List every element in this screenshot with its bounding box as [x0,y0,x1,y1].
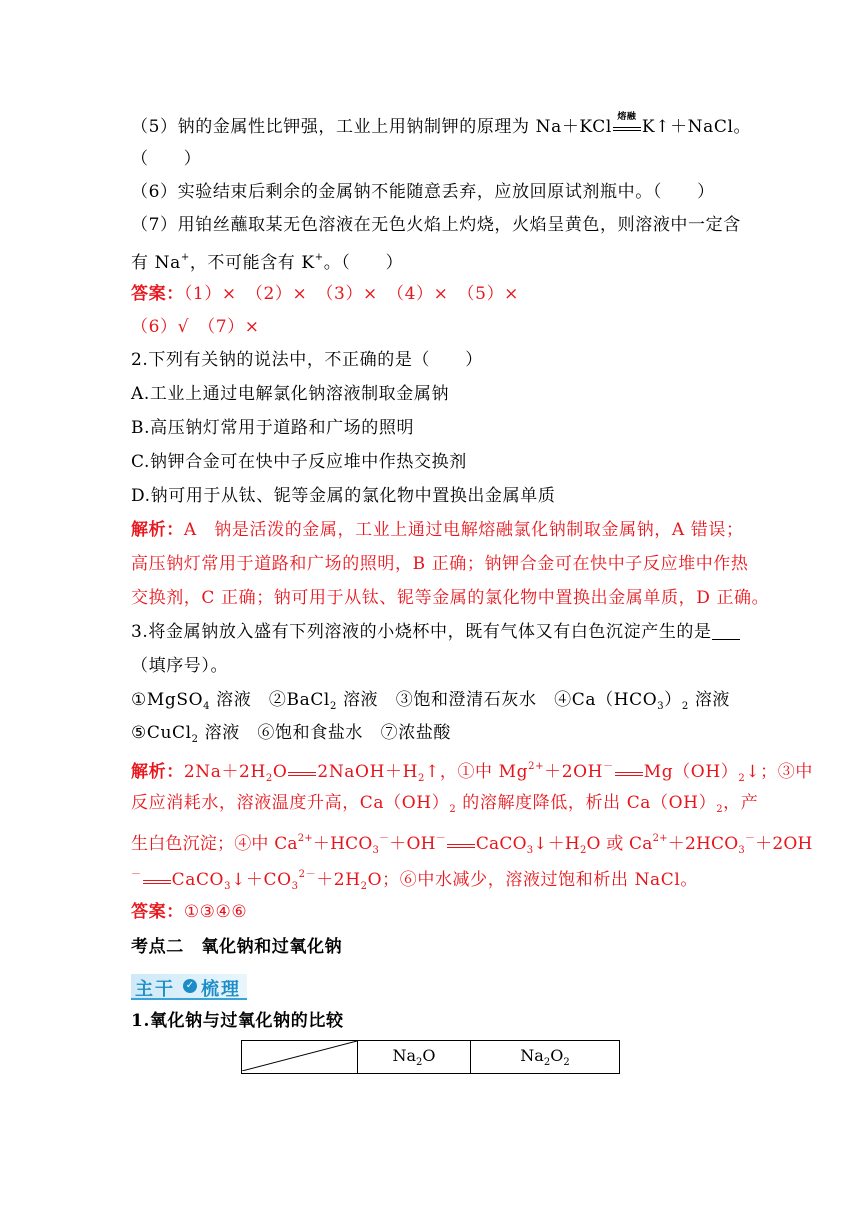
subscript: 2 [360,881,368,892]
superscript: － [744,833,756,844]
formula-text: O [422,1046,436,1065]
table-header-row [242,1041,620,1074]
superscript: 2+ [528,761,545,772]
q2-option-c: C.钠钾合金可在快中子反应堆中作热交换剂 [131,452,467,472]
answer-text: （1）× （2）× （3）× （4）× （5）× [183,284,520,304]
q1-item7-line2 [131,247,403,274]
subscript: 3 [526,845,534,856]
eq-text: CaCO [475,834,527,854]
header-na2o2 [471,1041,620,1074]
q1-item6: （6）实验结束后剩余的金属钠不能随意丢弃，应放回原试剂瓶中。（ ） [131,182,715,202]
analysis-label: 解析： [131,762,184,782]
eq-text: Mg（OH） [643,762,739,782]
item7-post: 。（ ） [323,253,404,273]
eq-text: ↓；③中 [745,762,813,782]
q1-item7-line1: （7）用铂丝蘸取某无色溶液在无色火焰上灼烧，火焰呈黄色，则溶液中一定含 [131,215,741,235]
superscript: － [603,761,614,772]
q2-option-a: A.工业上通过电解氯化钠溶液制取金属钠 [131,384,450,404]
subscript: 2 [191,734,199,745]
superscript: － [131,869,142,880]
subscript: 3 [224,881,232,892]
diagonal-header-cell [242,1041,358,1074]
eq-text: 生白色沉淀；④中 Ca [131,834,298,854]
subscript: 2 [329,701,337,712]
header-na2o [358,1041,471,1074]
q3-analysis-line4 [131,864,698,898]
q3-analysis-line2 [131,792,758,821]
reaction-equals-sign [288,763,316,777]
item5-tail: K↑＋NaCl。 [641,117,752,137]
eq-text: CaCO [171,870,225,890]
q2-analysis-line2: 高压钠灯常用于道路和广场的照明，B 正确；钠钾合金可在快中子反应堆中作热 [131,554,749,574]
subscript: 3 [291,881,299,892]
section-banner [131,974,247,1000]
q3-options-line2 [131,722,451,751]
item7-pre: 有 Na [131,253,181,273]
reaction-equals-sign [613,112,641,132]
q3-stem-line1 [131,621,740,643]
subsection-text: .氧化钠与过氧化钠的比较 [143,1011,344,1031]
eq-text: O [272,762,288,782]
opt-text: ⑤CuCl [131,723,192,743]
q2-option-d: D.钠可用于从钛、铌等金属的氯化物中置换出金属单质 [131,486,556,506]
item5-text: （5）钠的金属性比钾强，工业上用钠制钾的原理为 Na＋KCl [131,117,612,137]
eq-text: ↑，①中 Mg [425,762,529,782]
opt-text: ） [664,690,682,710]
eq-text: 2Na＋2H [183,762,266,782]
eq-text: ＋HCO [312,834,373,854]
q2-stem: 2.下列有关钠的说法中，不正确的是（ ） [131,350,483,370]
eq-text: ＋2HCO [667,834,739,854]
eq-text: ＋2H [316,870,361,890]
q3-answer [131,901,247,923]
subscript: 3 [372,845,380,856]
charge-sup: + [314,252,324,263]
eq-text: ＋2OH [755,834,813,854]
q1-item5-paren: （ ） [131,149,202,169]
eq-text: 的溶解度降低，析出 Ca（OH） [456,793,717,813]
formula-text: Na [520,1046,544,1065]
opt-text: 溶液 ⑥饱和食盐水 ⑦浓盐酸 [198,723,452,743]
answer-blank [712,622,740,640]
q2-analysis-line3: 交换剂，C 正确；钠可用于从钛、铌等金属的氯化物中置换出金属单质，D 正确。 [131,588,770,608]
q2-option-b: B.高压钠灯常用于道路和广场的照明 [131,418,415,438]
subscript: 2 [563,1057,570,1068]
eq-text: ↓＋CO [231,870,292,890]
opt-text: 溶液 ③饱和澄清石灰水 ④Ca（HCO [336,690,658,710]
reaction-equals-sign [447,835,475,849]
subscript: 2 [738,773,746,784]
eq-text: O；⑥中水减少，溶液过饱和析出 NaCl。 [367,870,699,890]
eq-text: ，产 [723,793,759,813]
opt-text: 溶液 ②BaCl [210,690,330,710]
eq-text: O 或 Ca [586,834,653,854]
subsection-number: 1 [131,1011,144,1031]
opt-text: 溶液 [688,690,731,710]
subscript: 2 [449,804,457,815]
superscript: 2+ [297,833,313,844]
subscript: 2 [418,773,425,784]
subscript: 2 [681,701,689,712]
q3-options-line1 [131,689,730,718]
subscript: 2 [543,1057,551,1068]
reaction-condition: 熔融 [617,112,637,122]
diagonal-line [242,1041,357,1071]
banner-left-text: 主干 [135,979,175,1000]
charge-sup: + [180,252,190,263]
subscript: 2 [579,845,587,856]
reaction-equals-sign [143,871,171,885]
answer-label: 答案： [131,902,184,922]
analysis-label: 解析： [131,520,184,540]
superscript: － [379,833,390,844]
comparison-table [241,1040,620,1074]
superscript: 2－ [298,869,317,880]
subscript: 2 [265,773,273,784]
opt-text: ①MgSO [131,690,204,710]
eq-text: ↓＋H [533,834,580,854]
q3-analysis-line3 [131,828,813,862]
q3-stem-text: 3.将金属钠放入盛有下列溶液的小烧杯中，既有气体又有白色沉淀产生的是 [131,622,712,642]
subscript: 2 [416,1057,423,1068]
subsection-title [131,1010,344,1032]
formula-text: Na [392,1046,417,1065]
formula-text: O [550,1046,564,1065]
q1-answer-line1 [131,283,519,305]
q1-answer-line2: （6）√ （7）× [131,317,260,337]
q2-analysis-line1 [131,519,744,541]
subscript: 3 [657,701,665,712]
eq-text: ＋OH [389,834,436,854]
answer-text: ①③④⑥ [183,902,248,922]
superscript: 2+ [652,833,668,844]
answer-label: 答案： [131,284,184,304]
subscript: 4 [203,701,211,712]
section-title: 考点二 氧化钠和过氧化钠 [131,937,343,957]
banner-right-text: 梳理 [201,979,241,1000]
subscript: 3 [738,845,745,856]
check-icon: ✓ [183,979,197,993]
item7-mid: ，不可能含有 K [189,253,315,273]
superscript: － [435,833,446,844]
eq-text: 2NaOH＋H [317,762,419,782]
subscript: 2 [716,804,724,815]
q1-item5 [131,112,752,138]
eq-text: 反应消耗水，溶液温度升高，Ca（OH） [131,793,450,813]
analysis-text: A 钠是活泼的金属，工业上通过电解熔融氯化钠制取金属钠，A 错误； [183,520,744,540]
q3-stem-line2: （填序号）。 [131,656,229,676]
eq-text: ＋2OH [544,762,604,782]
reaction-equals-sign [615,763,643,777]
q3-analysis-line1 [131,756,813,790]
